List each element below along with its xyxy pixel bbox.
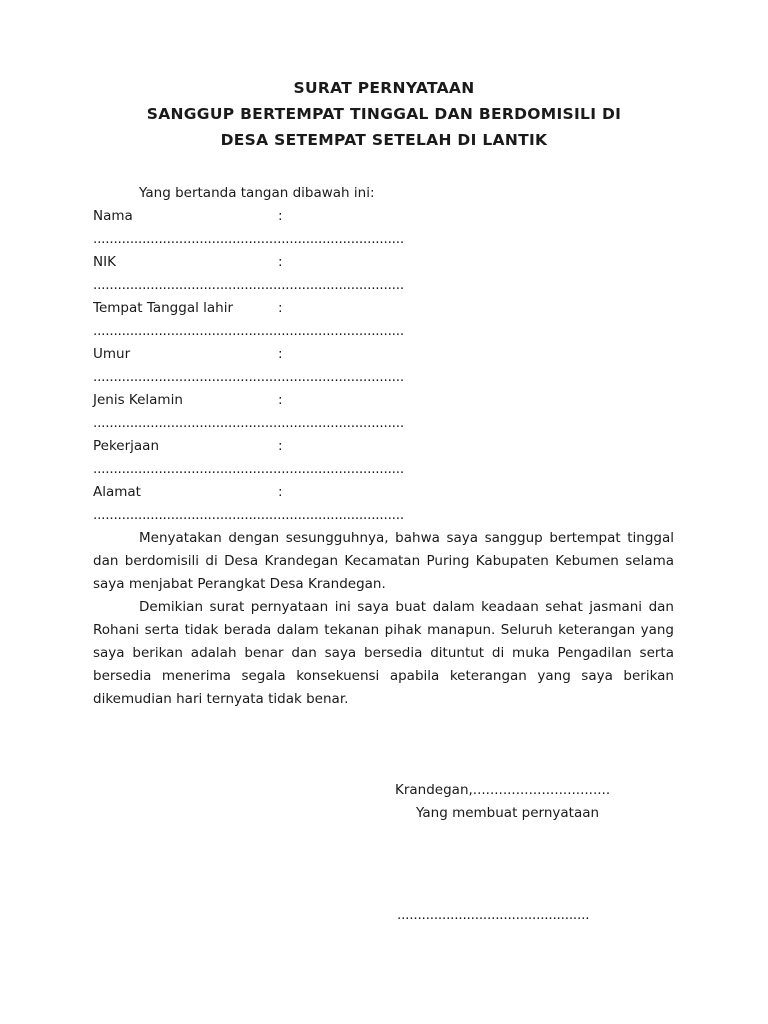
field-umur [93,345,493,391]
field-label: Pekerjaan [93,438,160,454]
field-tempat-tanggal-lahir [93,299,493,345]
field-label: NIK [93,254,116,270]
field-colon: : [278,392,283,408]
identity-fields [93,207,493,529]
field-colon: : [278,254,283,270]
field-fill-line: ............................................................................ [93,415,404,431]
field-colon: : [278,438,283,454]
signature-line: ............................................... [397,907,590,923]
field-label: Nama [93,208,133,224]
field-label: Jenis Kelamin [93,392,183,408]
field-fill-line: ............................................................................ [93,507,404,523]
title-line-2: SANGGUP BERTEMPAT TINGGAL DAN BERDOMISILI DI [146,105,622,123]
statement-paragraph: Menyatakan dengan sesungguhnya, bahwa saya sanggup bertempat tinggal dan berdomisili di Desa Krandegan Kecamatan Puring Kabupaten Kebumen selama saya menjabat Perangkat Desa Krandegan. [93,530,674,592]
field-fill-line: ............................................................................ [93,277,404,293]
title-line-3: DESA SETEMPAT SETELAH DI LANTIK [220,131,548,149]
signature-maker-label: Yang membuat pernyataan [416,805,600,821]
field-pekerjaan [93,437,493,483]
field-colon: : [278,484,283,500]
field-fill-line: ............................................................................ [93,323,404,339]
field-nik [93,253,493,299]
field-label: Umur [93,346,131,362]
field-fill-line: ............................................................................ [93,461,404,477]
field-jenis-kelamin [93,391,493,437]
field-nama [93,207,493,253]
field-fill-line: ............................................................................ [93,231,404,247]
field-alamat [93,483,493,529]
field-colon: : [278,300,283,316]
field-label: Tempat Tanggal lahir [93,300,234,316]
signature-place-date: Krandegan,................................ [395,782,611,798]
intro-text: Yang bertanda tangan dibawah ini: [139,185,375,201]
document-title [0,76,768,154]
field-colon: : [278,208,283,224]
title-line-1: SURAT PERNYATAAN [293,79,475,97]
field-label: Alamat [93,484,141,500]
closing-paragraph: Demikian surat pernyataan ini saya buat dalam keadaan sehat jasmani dan Rohani serta tidak berada dalam tekanan pihak manapun. Seluruh keterangan yang saya berikan adalah benar dan saya bersedia dituntut di muka Pengadilan serta bersedia menerima segala konsekuensi apabila keterangan yang saya berikan dikemudian hari ternyata tidak benar. [93,599,674,707]
field-fill-line: ............................................................................ [93,369,404,385]
field-colon: : [278,346,283,362]
